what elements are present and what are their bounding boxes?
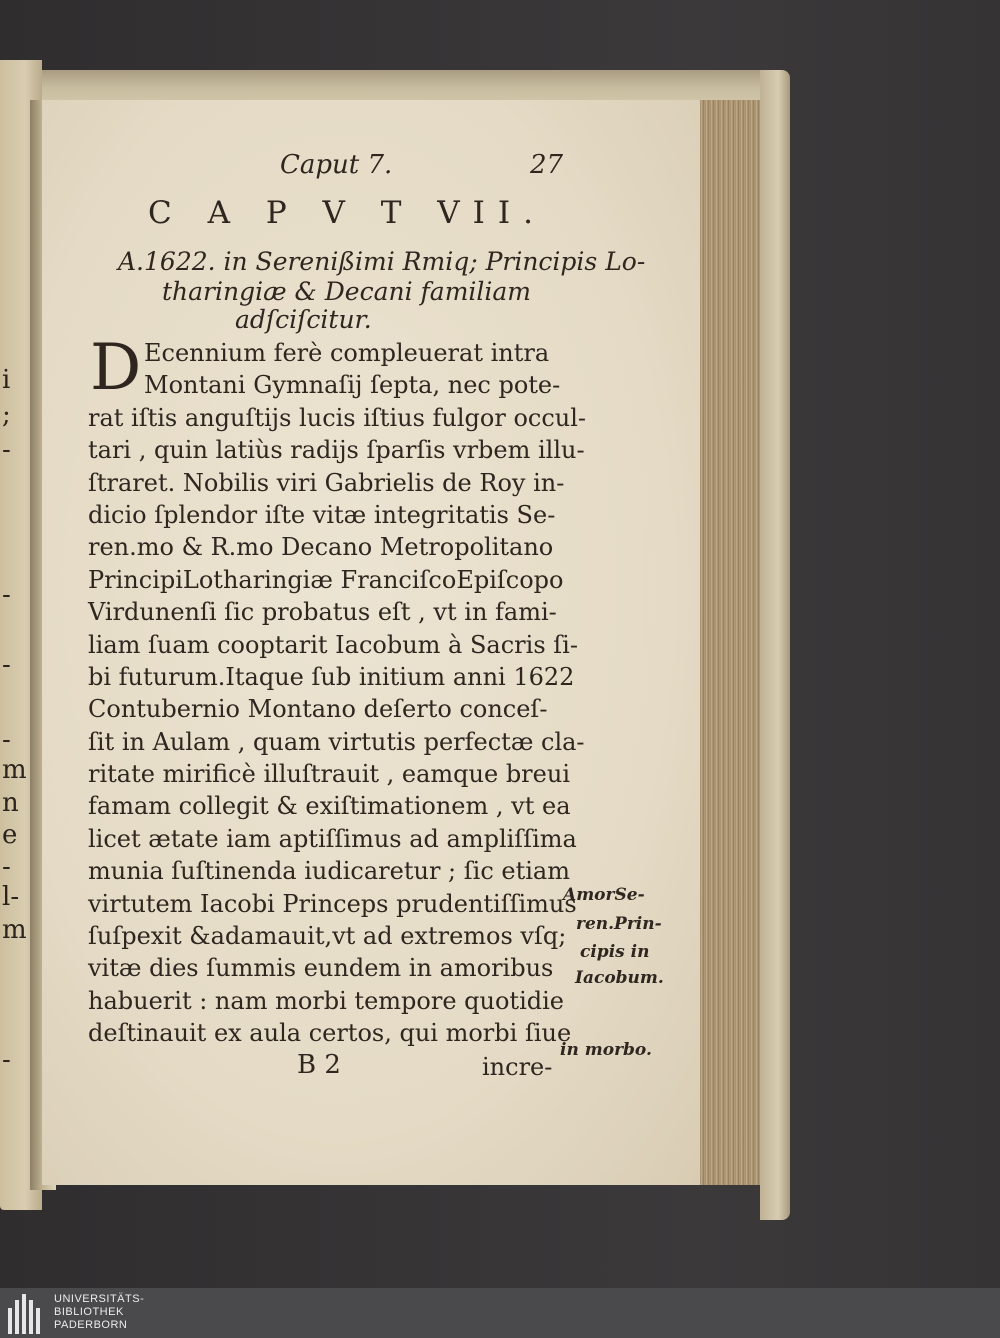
marginal-note: AmorSe- xyxy=(563,885,645,905)
text-line: ſit in Aulam , quam virtutis perfectæ cla- xyxy=(88,727,585,756)
left-fragment: l- xyxy=(2,882,20,912)
page-number: 27 xyxy=(530,150,564,180)
signature-mark: B 2 xyxy=(297,1050,341,1080)
text-line: deſtinauit ex aula certos, qui morbi ſiue xyxy=(88,1019,572,1048)
footer-line: BIBLIOTHEK xyxy=(54,1306,124,1318)
left-fragment: - xyxy=(2,1045,11,1075)
marginal-note: cipis in xyxy=(580,942,650,962)
text-line: PrincipiLotharingiæ FranciſcoEpiſcopo xyxy=(88,565,564,594)
text-line: virtutem Iacobi Princeps prudentiſſimus xyxy=(88,889,577,918)
text-line: ritate mirificè illuſtrauit , eamque breui xyxy=(88,760,570,789)
left-fragment: m xyxy=(2,755,27,785)
text-line: ſtraret. Nobilis viri Gabrielis de Roy in- xyxy=(88,468,565,497)
left-fragment: m xyxy=(2,915,27,945)
left-fragment: - xyxy=(2,852,11,882)
catchword: incre- xyxy=(482,1053,553,1081)
text-line: Ecennium ferè compleuerat intra xyxy=(144,339,550,367)
university-library-logo-icon xyxy=(6,1292,48,1334)
chapter-subtitle-line: A.1622. in Serenißimi Rmiq; Principis Lo- xyxy=(118,247,646,276)
text-line: ren.mo & R.mo Decano Metropolitano xyxy=(88,533,554,562)
left-fragment: - xyxy=(2,435,11,465)
left-fragment: - xyxy=(2,725,11,755)
left-fragment: n xyxy=(2,788,19,818)
footer-line: UNIVERSITÄTS- xyxy=(54,1293,145,1305)
left-fragment: ; xyxy=(2,400,11,430)
text-line: liam ſuam cooptarit Iacobum à Sacris ſi- xyxy=(88,630,578,659)
text-line: ſuſpexit &adamauit,vt ad extremos vſq; xyxy=(88,922,567,951)
chapter-subtitle-line: tharingiæ & Decani familiam xyxy=(162,277,531,306)
text-line: Montani Gymnaſij ſepta, nec pote- xyxy=(144,371,561,400)
footer-line: PADERBORN xyxy=(54,1319,128,1331)
text-line: vitæ dies ſummis eundem in amoribus xyxy=(88,954,554,983)
text-line: habuerit : nam morbi tempore quotidie xyxy=(88,986,564,1015)
binding-right-edge xyxy=(760,70,790,1220)
text-line: dicio ſplendor iſte vitæ integritatis Se- xyxy=(88,500,556,529)
text-line: licet ætate iam aptiſſimus ad ampliſſima xyxy=(88,824,577,853)
text-line: famam collegit & exiſtimationem , vt ea xyxy=(88,792,571,821)
text-line: rat iſtis anguſtijs lucis iſtius fulgor occul- xyxy=(88,403,587,432)
chapter-heading: C A P V T VII. xyxy=(148,195,547,231)
text-line: Contubernio Montano deſerto conceſ- xyxy=(88,695,548,724)
marginal-note: in morbo. xyxy=(560,1040,652,1060)
text-line: munia ſuſtinenda iudicaretur ; ſic etiam xyxy=(88,857,570,886)
body-text xyxy=(88,331,587,1050)
running-head: Caput 7. xyxy=(280,150,393,180)
left-fragment: e xyxy=(2,820,18,850)
chapter-subtitle-line: adſciſcitur. xyxy=(235,305,372,334)
left-fragment: - xyxy=(2,580,11,610)
text-line: tari , quin latiùs radijs ſparſis vrbem illu- xyxy=(88,436,585,465)
left-fragment: i xyxy=(2,365,11,395)
marginal-note: ren.Prin- xyxy=(576,914,662,934)
drop-cap-initial: D xyxy=(90,331,142,405)
left-fragment: - xyxy=(2,650,11,680)
text-line: Virdunenſi ſic probatus eſt , vt in fami- xyxy=(88,598,557,627)
footer-bar xyxy=(0,1288,1000,1338)
text-line: bi futurum.Itaque ſub initium anni 1622 xyxy=(88,662,575,691)
marginal-note: Iacobum. xyxy=(575,968,664,988)
